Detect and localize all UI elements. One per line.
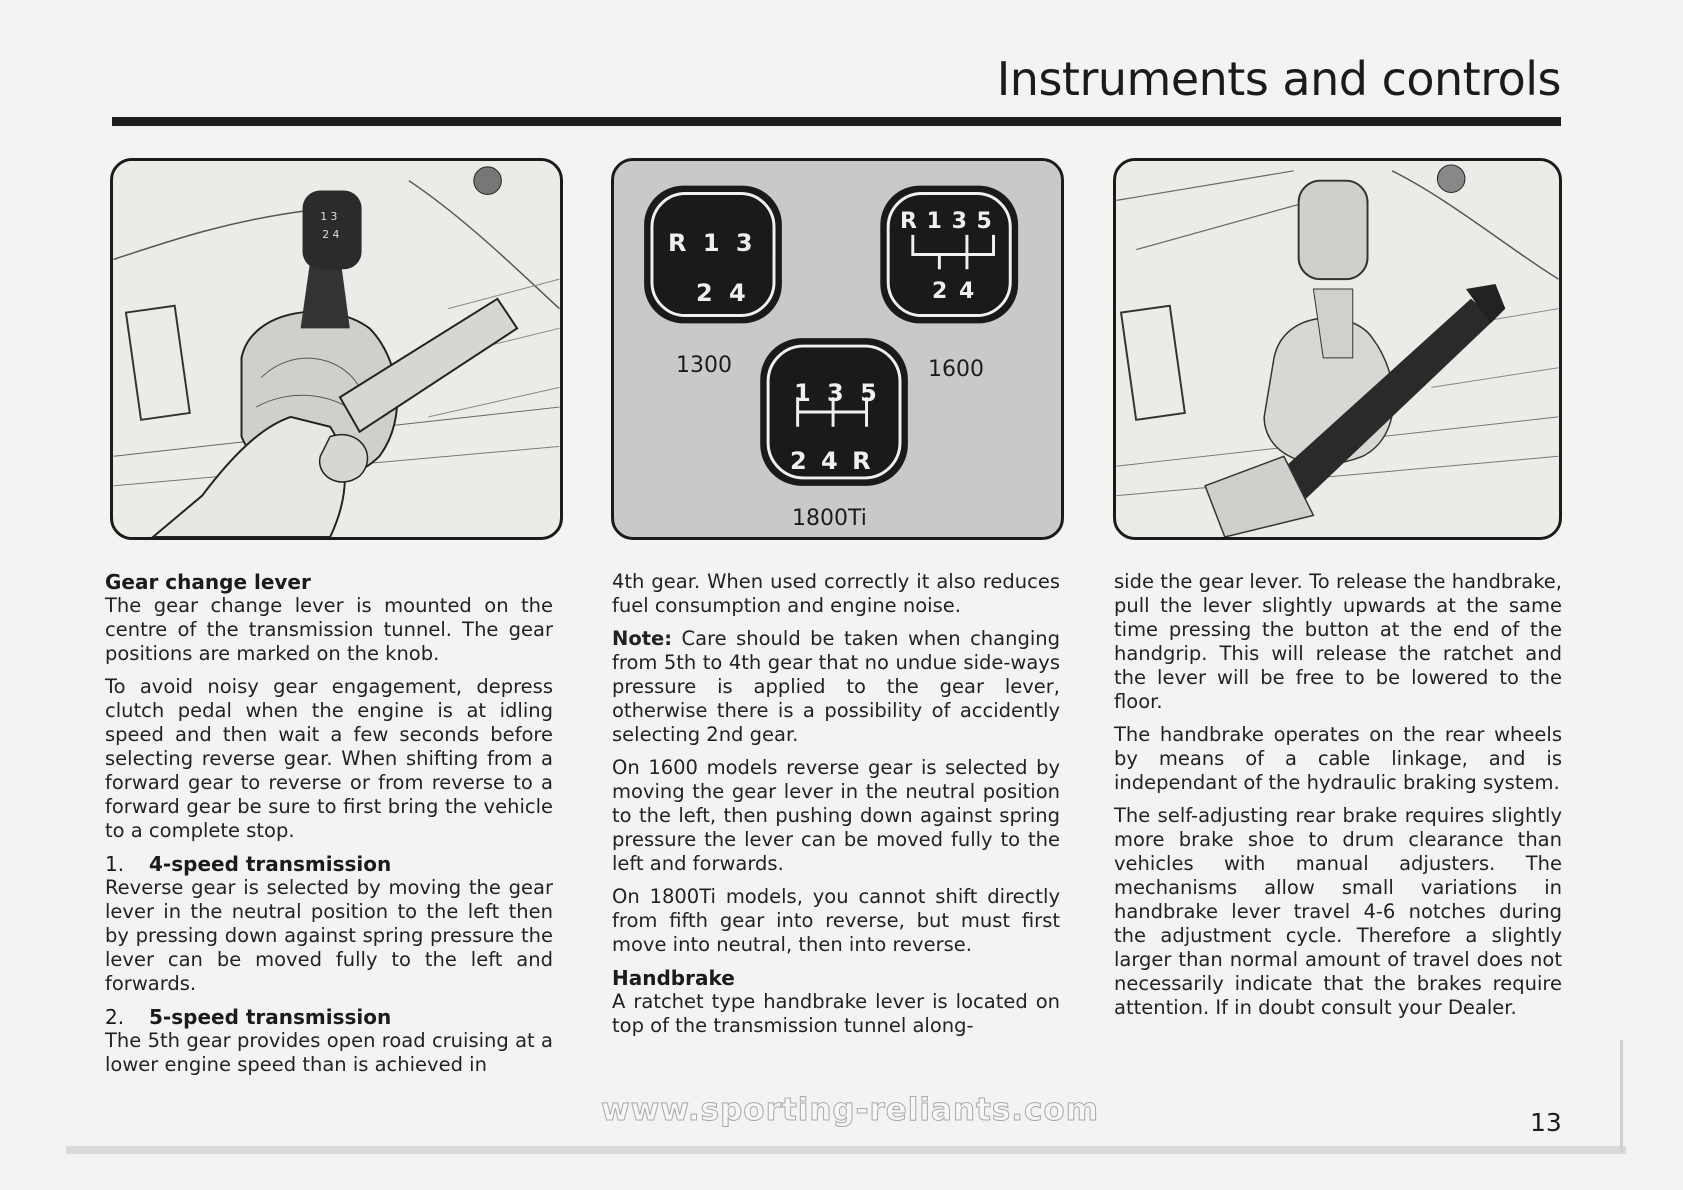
paragraph: A ratchet type handbrake lever is located on top of the transmission tunnel along- bbox=[612, 990, 1060, 1037]
svg-text:1 3: 1 3 bbox=[320, 210, 338, 224]
paragraph: The 5th gear provides open road cruising at a lower engine speed than is achieved in bbox=[105, 1029, 553, 1076]
section-number: 1. bbox=[105, 852, 125, 876]
paragraph: 4th gear. When used correctly it also reduces fuel consumption and engine noise. bbox=[612, 570, 1060, 617]
knob-1600-top-row: R 1 3 5 bbox=[900, 209, 993, 234]
gear-knob-patterns bbox=[614, 161, 1061, 537]
handbrake-heading: Handbrake bbox=[612, 966, 735, 990]
paragraph: The self-adjusting rear brake requires slightly more brake shoe to drum clearance than vehicles with manual adjusters. The mechanisms allow small variations in handbrake lever travel 4-6 notches during the adjustment cycle. Therefore a slightly larger than normal amount of travel does not necessarily indicate that the brakes require attention. If in doubt consult your Dealer. bbox=[1114, 804, 1562, 1019]
page-number: 13 bbox=[1530, 1108, 1562, 1137]
text-column-2 bbox=[612, 570, 1060, 1047]
section-4-speed-heading bbox=[105, 852, 553, 876]
note-label: Note: bbox=[612, 627, 673, 650]
gear-pattern-illustration bbox=[611, 158, 1064, 540]
note-paragraph bbox=[612, 627, 1060, 747]
knob-1600-bottom-row: 2 4 bbox=[932, 279, 977, 304]
section-5-speed-heading bbox=[105, 1005, 553, 1029]
watermark: www.sporting-reliants.com bbox=[600, 1092, 1100, 1128]
text-column-1 bbox=[105, 570, 553, 1086]
gear-change-heading: Gear change lever bbox=[105, 570, 311, 594]
section-number: 2. bbox=[105, 1005, 125, 1029]
handbrake-illustration bbox=[1113, 158, 1562, 540]
note-text: Care should be taken when changing from 5th to 4th gear that no undue side-ways pressure is applied to the gear lever, otherwise there is a possibility of accidently selecting 2nd gear. bbox=[612, 627, 1060, 746]
gear-lever-drawing bbox=[113, 161, 560, 537]
page-title: Instruments and controls bbox=[996, 52, 1561, 106]
knob-1800-bottom-row: 2 4 R bbox=[790, 447, 874, 475]
paragraph: On 1600 models reverse gear is selected by moving the gear lever in the neutral position to the left, then pushing down against spring pressure the lever can be moved fully to the left and forwards. bbox=[612, 756, 1060, 875]
knob-1800-top-row: 1 3 5 bbox=[794, 379, 881, 407]
header-rule bbox=[112, 117, 1561, 126]
paragraph: Reverse gear is selected by moving the gear lever in the neutral position to the left then by pressing down against spring pressure the lever can be moved fully to the left and forwards. bbox=[105, 876, 553, 995]
paragraph: The handbrake operates on the rear wheels by means of a cable linkage, and is independant of the hydraulic braking system. bbox=[1114, 723, 1562, 794]
section-title: 5-speed transmission bbox=[149, 1005, 392, 1029]
paragraph: On 1800Ti models, you cannot shift directly from fifth gear into reverse, but must first move into neutral, then into reverse. bbox=[612, 885, 1060, 956]
knob-1800-label: 1800Ti bbox=[792, 506, 867, 531]
page-edge-shadow bbox=[66, 1146, 1626, 1154]
handbrake-drawing bbox=[1116, 161, 1559, 537]
paragraph: side the gear lever. To release the handbrake, pull the lever slightly upwards at the same time pressing the button at the end of the handgrip. This will release the ratchet and the lever will be free to be lowered to the floor. bbox=[1114, 570, 1562, 713]
text-column-3 bbox=[1114, 570, 1562, 1029]
paragraph: The gear change lever is mounted on the centre of the transmission tunnel. The gear positions are marked on the knob. bbox=[105, 594, 553, 665]
knob-1600-label: 1600 bbox=[928, 357, 984, 382]
gear-lever-illustration bbox=[110, 158, 563, 540]
knob-1300-bottom-row: 2 4 bbox=[696, 279, 750, 307]
page-edge-shadow-right bbox=[1620, 1040, 1623, 1152]
section-title: 4-speed transmission bbox=[149, 852, 392, 876]
svg-text:2 4: 2 4 bbox=[322, 227, 340, 241]
knob-1300-top-row: R 1 3 bbox=[668, 229, 757, 257]
paragraph: To avoid noisy gear engagement, depress clutch pedal when the engine is at idling speed and then wait a few seconds before selecting reverse gear. When shifting from a forward gear to reverse or from reverse to a forward gear be sure to first bring the vehicle to a complete stop. bbox=[105, 675, 553, 842]
knob-1300-label: 1300 bbox=[676, 353, 732, 378]
